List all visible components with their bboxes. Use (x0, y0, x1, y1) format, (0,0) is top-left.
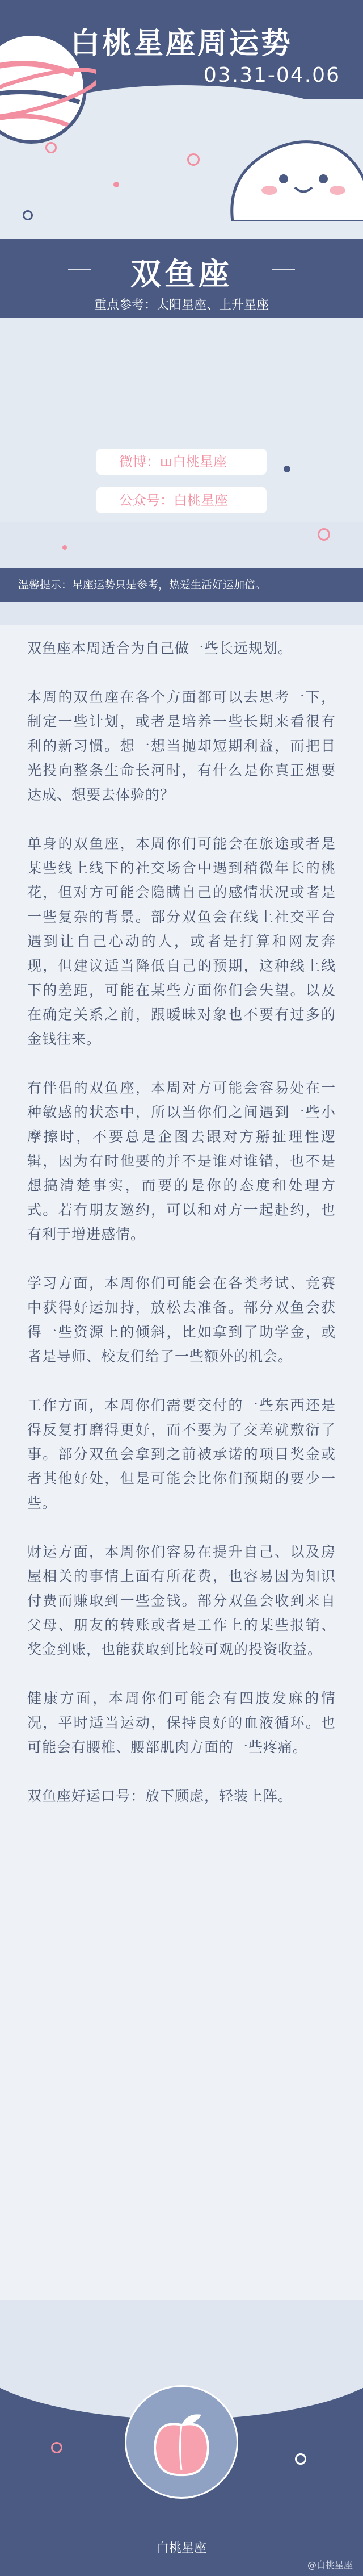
deco-circle (51, 2442, 62, 2453)
deco-dot (113, 182, 119, 187)
deco-dot (284, 466, 290, 472)
paragraph-couple: 有伴侣的双鱼座，本周对方可能会容易处在一种敏感的状态中，所以当你们之间遇到一些小摩擦时，不要总是企图去跟对方掰扯理性逻辑，因为有时他要的并不是谁对谁错，也不是想搞清楚事实，而要的是你的态度和处理方式。若有朋友邀约，可以和对方一起赴约，也有利于增进感情。 (27, 1080, 336, 1243)
deco-circle (295, 2453, 306, 2465)
date-range: 03.31-04.06 (203, 64, 340, 87)
planet-icon (0, 23, 96, 153)
tip-banner: 温馨提示：星座运势只是参考，热爱生活好运加倍。 (0, 568, 363, 602)
deco-circle (318, 528, 330, 541)
paragraph-health: 健康方面，本周你们可能会有四肢发麻的情况，平时适当运动，保持良好的血液循环。也可能会有腰椎、腰部肌肉方面的一些疼痛。 (27, 1690, 336, 1755)
deco-circle (23, 210, 33, 220)
ghost-mascot-icon (221, 125, 363, 221)
footer-brand: 白桃星座 (156, 2541, 206, 2556)
page-title: 白桃星座周运势 (70, 27, 293, 61)
sign-title: 双鱼座 (130, 256, 233, 292)
paragraph-overview: 本周的双鱼座在各个方面都可以去思考一下，制定一些计划，或者是培养一些长期来看很有利的新习惯。想一想当抛却短期利益，而把目光投向整条生命长河时，有什么是你真正想要达成、想要去体验的？ (27, 689, 336, 803)
paragraph-work: 工作方面，本周你们需要交付的一些东西还是得反复打磨得更好，而不要为了交差就敷衍了事。部分双鱼会拿到之前被承诺的项目奖金或者其他好处，但是可能会比你们预期的要少一些。 (27, 1397, 336, 1511)
content-paragraphs (27, 636, 336, 1833)
paragraph-study: 学习方面，本周你们可能会在各类考试、竞赛中获得好运加持，放松去准备。部分双鱼会获得一些资源上的倾斜，比如拿到了助学金，或者是导师、校友们给了一些额外的机会。 (27, 1275, 336, 1365)
paragraph-wealth: 财运方面，本周你们容易在提升自己、以及房屋相关的事情上面有所花费，也容易因为知识付费而赚取到一些金钱。部分双鱼会收到来自父母、朋友的转账或者是工作上的某些报销、奖金到账，也能获取到比较可观的投资收益。 (27, 1544, 336, 1658)
deco-circle (187, 153, 200, 166)
paragraph-intro: 双鱼座本周适合为自己做一些长远规划。 (27, 640, 293, 656)
watermark: @白桃星座 (307, 2560, 353, 2570)
paragraph-slogan: 双鱼座好运口号：放下顾虑，轻装上阵。 (27, 1788, 293, 1804)
wechat-card: 公众号：白桃星座 (96, 487, 267, 513)
paragraph-single: 单身的双鱼座，本周你们可能会在旅途或者是某些线上线下的社交场合中遇到稍微年长的桃花，但对方可能会隐瞒自己的感情状况或者是一些复杂的背景。部分双鱼会在线上社交平台遇到让自己心动的人，或者是打算和网友奔现，但建议适当降低自己的预期，这种线上线下的差距，可能在某些方面你们会失望。以及在确定关系之前，跟暧昧对象也不要有过多的金钱往来。 (27, 835, 336, 1047)
weibo-card: 微博：ш白桃星座 (96, 449, 267, 475)
peach-icon (145, 2408, 218, 2482)
deco-dot (62, 545, 67, 550)
reference-note: 重点参考：太阳星座、上升星座 (94, 298, 269, 312)
